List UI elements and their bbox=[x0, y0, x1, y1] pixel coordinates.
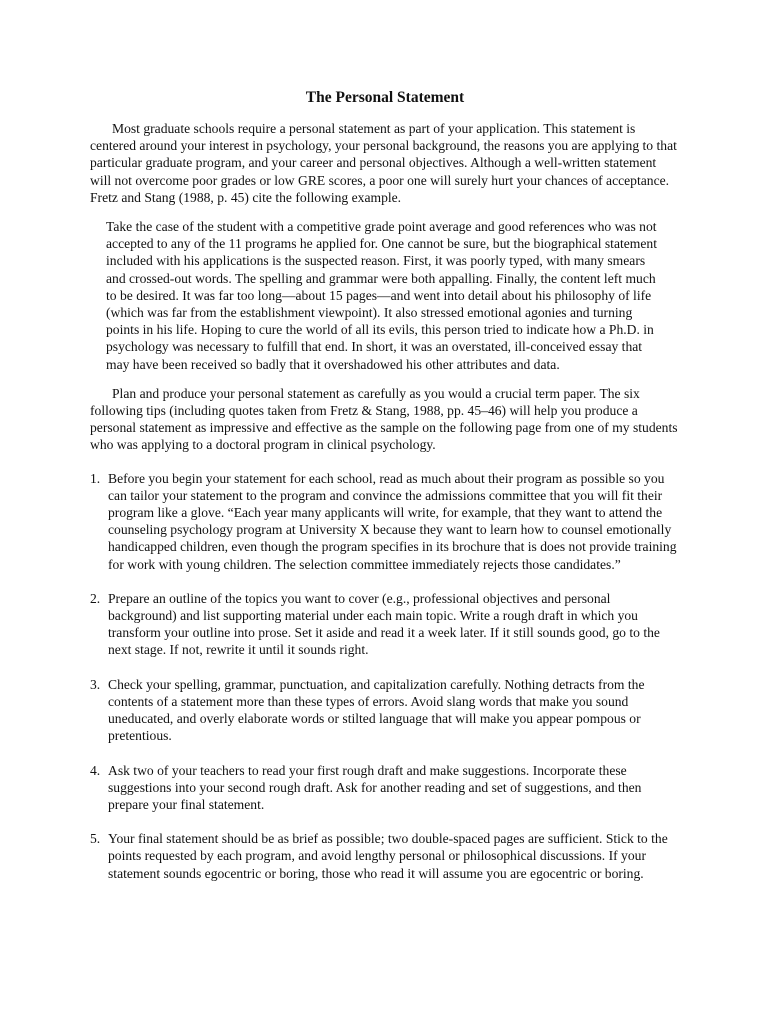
intro-paragraph: Most graduate schools require a personal statement as part of your application. This statement is centered around your interest in psychology, your personal background, the reasons you are applying to that particular graduate program, and your career and personal objectives. Although a well-written statement will not overcome poor grades or low GRE scores, a poor one will surely hurt your chances of acceptance. Fretz and Stang (1988, p. 45) cite the following example. bbox=[90, 121, 677, 205]
block-quote: Take the case of the student with a competitive grade point average and good references who was not accepted to any of the 11 programs he applied for. One cannot be sure, but the biographical statement included with his applications is the suspected reason. First, it was poorly typed, with many smears and crossed-out words. The spelling and grammar were both appalling. Finally, the content left much to be desired. It was far too long—about 15 pages—and went into detail about his philosophy of life (which was far from the establishment viewpoint). It also stressed emotional agonies and turning points in his life. Hoping to cure the world of all its evils, this person tried to indicate how a Ph.D. in psychology was necessary to fulfill that end. In short, it was an overstated, ill-conceived essay that may have been received so badly that it overshadowed his other attributes and data. bbox=[106, 219, 657, 372]
list-item-text: Ask two of your teachers to read your first rough draft and make suggestions. Incorporate these suggestions into your second rough draft. Ask for another reading and set of suggestions, and then prepare your final statement. bbox=[108, 762, 642, 812]
list-item bbox=[90, 762, 680, 814]
list-item bbox=[90, 676, 680, 745]
list-item-text: Prepare an outline of the topics you want to cover (e.g., professional objectives and personal background) and list supporting material under each main topic. Write a rough draft in which you transform your outline into prose. Set it aside and read it a week later. If it still sounds good, go to the next stage. If not, rewrite it until it sounds right. bbox=[108, 590, 660, 658]
list-item-number: 1. bbox=[90, 470, 101, 486]
list-item-number: 5. bbox=[90, 831, 101, 847]
list-item-text: Check your spelling, grammar, punctuation, and capitalization carefully. Nothing detracts from the contents of a statement more than these types of errors. Avoid slang words that make you sound uneducated, and overly elaborate words or stilted language that will make you appear pompous or pretentious. bbox=[108, 676, 645, 744]
list-item-number: 2. bbox=[90, 590, 101, 606]
plan-paragraph: Plan and produce your personal statement as carefully as you would a crucial term paper. The six following tips (including quotes taken from Fretz & Stang, 1988, pp. 45–46) will help you produce a personal statement as impressive and effective as the sample on the following page from one of my students who was applying to a doctoral program in clinical psychology. bbox=[90, 385, 678, 453]
list-item-number: 4. bbox=[90, 762, 101, 778]
list-item-text: Your final statement should be as brief as possible; two double-spaced pages are sufficient. Stick to the points requested by each program, and avoid lengthy personal or philosophical discussions. If your statement sounds egocentric or boring, those who read it will assume you are egocentric or boring. bbox=[108, 831, 668, 881]
list-item-text: Before you begin your statement for each school, read as much about their program as possible so you can tailor your statement to the program and convince the admissions committee that you will fit their program like a glove. “Each year many applicants will write, for example, that they want to attend the counseling psychology program at University X because they want to learn how to counsel emotionally handicapped children, even though the program specifies in its brochure that is does not provide training for work with young children. The selection committee immediately rejects those candidates.” bbox=[108, 470, 677, 572]
list-item-number: 3. bbox=[90, 676, 101, 692]
list-item bbox=[90, 470, 680, 573]
page-title: The Personal Statement bbox=[305, 89, 465, 106]
document-page bbox=[90, 88, 680, 899]
list-item bbox=[90, 590, 680, 659]
tips-list bbox=[90, 470, 680, 882]
list-item bbox=[90, 830, 680, 882]
